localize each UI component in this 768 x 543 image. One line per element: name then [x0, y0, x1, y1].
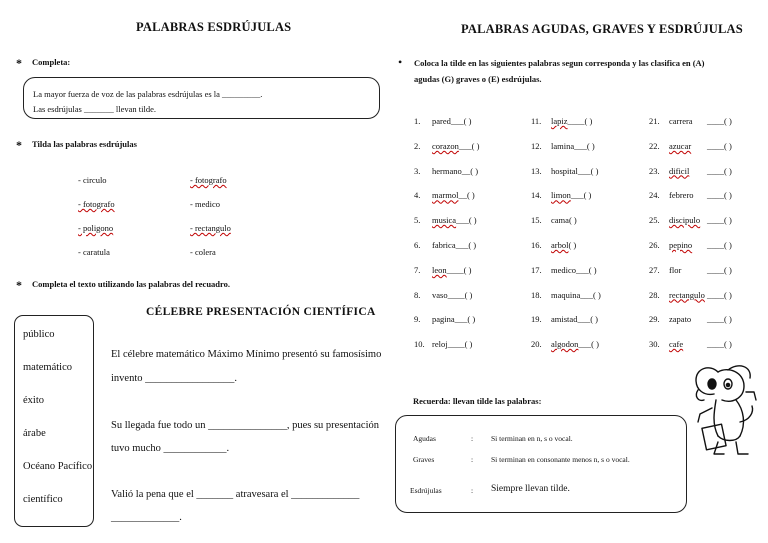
rule-text: Siempre llevan tilde. [491, 484, 570, 494]
exercise-item [414, 190, 475, 200]
exercise-number: 14. [531, 190, 542, 201]
answer-blank[interactable]: ___( ) [456, 215, 477, 226]
exercise-item [531, 339, 599, 349]
tilda-word: - caratula [78, 247, 110, 257]
answer-blank[interactable]: ____( ) [707, 339, 732, 350]
exercise-item [414, 166, 478, 176]
exercise-item [649, 240, 732, 250]
exercise-number: 5. [414, 215, 421, 226]
exercise-item [414, 339, 472, 349]
bullet: * [16, 138, 22, 152]
exercise-word: zapato [669, 314, 692, 325]
exercise-word: pagina [432, 314, 455, 325]
exercise-number: 19. [531, 314, 542, 325]
exercise-number: 22. [649, 140, 660, 151]
tilda-word: - colera [190, 247, 216, 257]
exercise-item [649, 289, 732, 300]
completa-line-2: Las esdrújulas _______ llevan tilde. [33, 104, 156, 114]
word-bank-item: público [23, 329, 55, 340]
exercise-word: cafe [669, 339, 684, 350]
exercise-number: 18. [531, 289, 542, 300]
exercise-word: algodon [551, 339, 579, 350]
exercise-item [414, 215, 477, 225]
exercise-number: 27. [649, 264, 660, 275]
story-line: _____________. [111, 512, 182, 523]
completa-line-1: La mayor fuerza de voz de las palabras esdrújulas es la _________. [33, 89, 263, 99]
answer-blank[interactable]: ___( ) [577, 314, 598, 325]
exercise-number: 4. [414, 190, 421, 201]
exercise-item [649, 339, 732, 350]
exercise-item [649, 190, 732, 201]
answer-blank[interactable]: ____( ) [707, 190, 732, 201]
exercise-number: 23. [649, 165, 660, 176]
answer-blank[interactable]: ____( ) [707, 314, 732, 325]
answer-blank[interactable]: ___( ) [578, 339, 599, 350]
answer-blank[interactable]: ___( ) [570, 190, 592, 201]
exercise-number: 21. [649, 116, 660, 126]
exercise-word: hermano [432, 165, 462, 176]
exercise-word: lapiz [551, 116, 568, 126]
tilda-word: - poligono [78, 223, 114, 233]
exercise-item [414, 116, 471, 126]
exercise-word: fabrica [432, 240, 456, 250]
answer-blank[interactable]: ___( ) [574, 140, 595, 151]
story-line: Valió la pena que el _______ atravesara el _____________ [111, 489, 360, 500]
exercise-number: 6. [414, 240, 421, 250]
exercise-word: cama [551, 215, 569, 226]
story-line: tuvo mucho ____________. [111, 443, 230, 454]
exercise-number: 11. [531, 116, 542, 126]
exercise-item [531, 116, 592, 126]
instruction-line-1: Coloca la tilde en las siguientes palabras segun corresponda y las clasifica en (A) [414, 58, 705, 68]
rule-sep: : [471, 434, 474, 443]
exercise-number: 15. [531, 215, 542, 226]
rule-key: Esdrújulas [410, 486, 442, 495]
story-line: El célebre matemático Máximo Mínimo presentó su famosísimo [111, 349, 382, 360]
tilda-word: - fotografo [78, 199, 115, 209]
bullet: * [16, 278, 22, 292]
answer-blank[interactable]: ___( ) [454, 314, 476, 325]
exercise-word: limon [551, 190, 571, 201]
word-bank-item: matemático [23, 362, 72, 373]
answer-blank[interactable]: ___( ) [450, 116, 472, 126]
tilda-word: - circulo [78, 175, 107, 185]
answer-blank[interactable]: ____( ) [567, 116, 593, 126]
rules-box [395, 415, 687, 513]
exercise-word: amistad [551, 314, 578, 325]
exercise-word: corazon [432, 140, 459, 151]
recuerda-label: Recuerda: llevan tilde las palabras: [413, 396, 542, 406]
answer-blank[interactable]: ____( ) [707, 165, 732, 176]
exercise-item [414, 290, 472, 300]
exercise-number: 17. [531, 264, 542, 275]
exercise-word: pepino [669, 240, 693, 250]
exercise-word: reloj [432, 339, 448, 350]
rule-text: Si terminan en consonante menos n, s o vocal. [491, 455, 630, 464]
exercise-number: 28. [649, 289, 660, 300]
answer-blank[interactable]: ___( ) [458, 140, 480, 151]
exercise-word: pared [432, 116, 451, 126]
exercise-number: 29. [649, 314, 660, 325]
exercise-number: 1. [414, 116, 421, 126]
exercise-number: 2. [414, 140, 421, 151]
exercise-number: 7. [414, 264, 421, 275]
exercise-number: 12. [531, 140, 542, 151]
answer-blank[interactable]: ___( ) [577, 165, 599, 176]
exercise-word: carrera [669, 116, 693, 126]
rule-key: Agudas [413, 434, 436, 443]
left-title: PALABRAS ESDRÚJULAS [136, 20, 292, 34]
rule-sep: : [471, 486, 474, 495]
answer-blank[interactable]: ____( ) [707, 140, 732, 151]
answer-blank[interactable]: ____( ) [447, 289, 473, 300]
story-line: Su llegada fue todo un _______________, pues su presentación [111, 420, 379, 431]
exercise-word: arbol [551, 240, 569, 250]
answer-blank[interactable]: __( ) [461, 165, 479, 176]
answer-blank[interactable]: ( ) [568, 240, 577, 250]
exercise-item [649, 165, 732, 176]
exercise-number: 13. [531, 165, 542, 176]
answer-blank[interactable]: ____( ) [707, 264, 732, 275]
exercise-number: 24. [649, 190, 660, 201]
answer-blank[interactable]: ( ) [568, 215, 577, 226]
section1-label: Completa: [32, 57, 71, 67]
answer-blank[interactable]: ___( ) [576, 264, 597, 275]
exercise-word: febrero [669, 190, 694, 201]
rule-key: Graves [413, 455, 435, 464]
word-bank-item: Océano Pacífico [23, 461, 93, 472]
word-bank-item: éxito [23, 395, 44, 406]
exercise-number: 30. [649, 339, 660, 350]
exercise-item [649, 264, 732, 275]
section2-label: Tilda las palabras esdrújulas [32, 139, 137, 149]
instruction-line-2: agudas (G) graves o (E) esdrújulas. [414, 74, 542, 84]
exercise-number: 16. [531, 240, 542, 250]
tilda-word: - fotografo [190, 175, 227, 185]
exercise-word: marmol [432, 190, 459, 201]
exercise-item [531, 290, 601, 300]
exercise-number: 26. [649, 240, 660, 250]
exercise-item [531, 240, 576, 250]
dog-illustration [688, 362, 760, 462]
answer-blank[interactable]: ___( ) [580, 289, 601, 300]
answer-blank[interactable]: ____( ) [707, 289, 732, 300]
exercise-word: medico [551, 264, 577, 275]
story-line: invento _________________. [111, 373, 237, 384]
exercise-item [531, 141, 595, 151]
exercise-word: musica [432, 215, 457, 226]
exercise-word: hospital [551, 165, 578, 176]
exercise-number: 20. [531, 339, 542, 350]
exercise-item [414, 314, 475, 324]
answer-blank[interactable]: ____( ) [707, 215, 732, 226]
bullet: • [398, 55, 403, 69]
exercise-word: vaso [432, 289, 448, 300]
exercise-number: 9. [414, 314, 421, 325]
exercise-item [649, 116, 732, 126]
right-title: PALABRAS AGUDAS, GRAVES Y ESDRÚJULAS [461, 22, 743, 36]
exercise-item [531, 265, 597, 275]
exercise-word: rectangulo [669, 289, 705, 300]
word-bank-item: árabe [23, 428, 46, 439]
rule-text: Si terminan en n, s o vocal. [491, 434, 573, 443]
exercise-item [531, 215, 577, 225]
exercise-item [531, 166, 598, 176]
rule-sep: : [471, 455, 474, 464]
exercise-word: discipulo [669, 215, 701, 226]
exercise-item [649, 140, 732, 151]
exercise-word: leon [432, 264, 447, 275]
tilda-word: - rectangulo [190, 223, 231, 233]
exercise-number: 10. [414, 339, 425, 350]
exercise-word: flor [669, 264, 682, 275]
exercise-number: 8. [414, 289, 421, 300]
answer-blank[interactable]: __( ) [458, 190, 475, 201]
section3-label: Completa el texto utilizando las palabras del recuadro. [32, 279, 231, 289]
exercise-item [414, 240, 476, 250]
exercise-item [531, 314, 598, 324]
exercise-item [649, 215, 732, 226]
answer-blank[interactable]: ____( ) [447, 339, 473, 350]
answer-blank[interactable]: ____( ) [707, 240, 732, 250]
tilda-word: - medico [190, 199, 220, 209]
exercise-number: 25. [649, 215, 660, 226]
answer-blank[interactable]: ___( ) [455, 240, 477, 250]
answer-blank[interactable]: ____( ) [446, 264, 472, 275]
answer-blank[interactable]: ____( ) [707, 116, 732, 126]
exercise-word: maquina [551, 289, 581, 300]
exercise-item [414, 265, 471, 275]
word-bank [14, 315, 94, 527]
completa-box [23, 77, 380, 119]
exercise-item [649, 314, 732, 325]
exercise-item [414, 141, 479, 151]
exercise-word: lamina [551, 140, 575, 151]
word-bank-item: científico [23, 494, 63, 505]
exercise-word: dificil [669, 165, 690, 176]
exercise-word: azucar [669, 140, 692, 151]
bullet: * [16, 56, 22, 70]
exercise-item [531, 190, 591, 200]
story-title: CÉLEBRE PRESENTACIÓN CIENTÍFICA [146, 306, 376, 318]
exercise-number: 3. [414, 165, 421, 176]
